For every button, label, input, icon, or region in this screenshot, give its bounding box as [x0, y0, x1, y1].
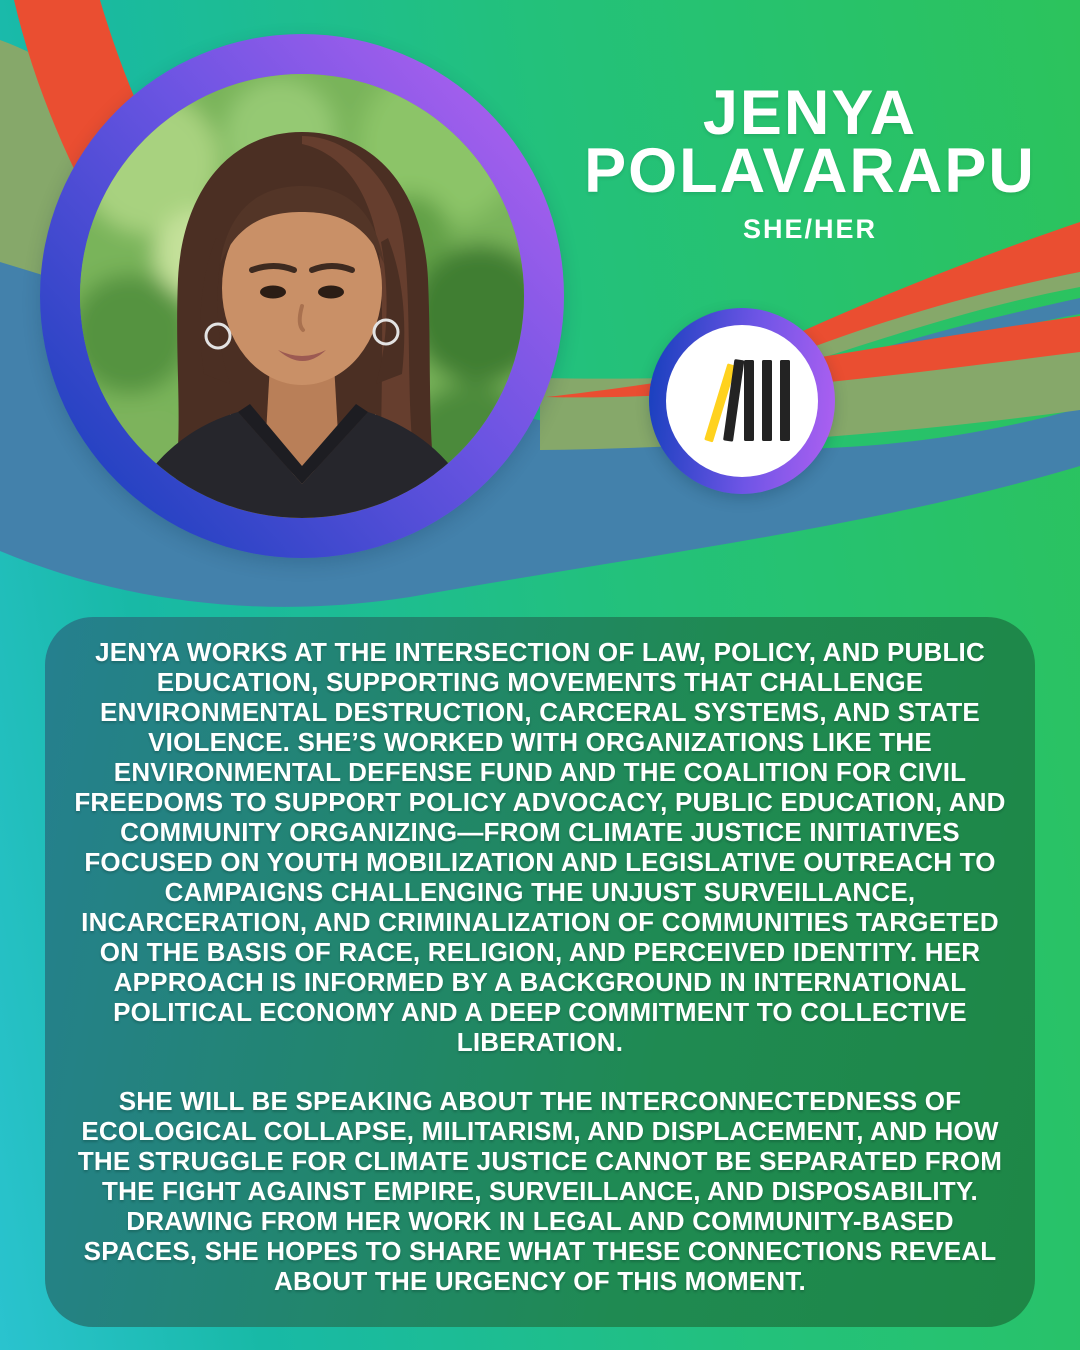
logo-bar-1: [744, 360, 754, 441]
eye-left: [260, 286, 286, 299]
logo-bar-2: [762, 360, 772, 441]
speaker-last-name: POLAVARAPU: [584, 136, 1036, 206]
pronouns-label: SHE/HER: [742, 214, 878, 244]
bio-text: [45, 617, 1035, 1296]
org-logo-circle: [666, 325, 818, 477]
logo-bar-3: [780, 360, 790, 441]
bio-paragraph-2: SHE WILL BE SPEAKING ABOUT THE INTERCONNECTEDNESS OF ECOLOGICAL COLLAPSE, MILITARISM, AND DISPLACEMENT, AND HOW THE STRUGGLE FOR CLIMATE JUSTICE CANNOT BE SEPARATED FROM THE FIGHT AGAINST EMPIRE, SURVEILLANCE, AND DISPOSABILITY. DRAWING FROM HER WORK IN LEGAL AND COMMUNITY-BASED SPACES, SHE HOPES TO SHARE WHAT THESE CONNECTIONS REVEAL ABOUT THE URGENCY OF THIS MOMENT.: [77, 1086, 1003, 1296]
speaker-first-name: JENYA: [702, 78, 918, 148]
tilted-bars-logo-icon: [690, 355, 794, 447]
profile-photo-ring: [40, 34, 564, 558]
profile-photo: [80, 74, 524, 518]
eye-right: [318, 286, 344, 299]
bio-paragraph-1: JENYA WORKS AT THE INTERSECTION OF LAW, POLICY, AND PUBLIC EDUCATION, SUPPORTING MOVEMENTS THAT CHALLENGE ENVIRONMENTAL DESTRUCTION, CARCERAL SYSTEMS, AND STATE VIOLENCE. SHE’S WORKED WITH ORGANIZATIONS LIKE THE ENVIRONMENTAL DEFENSE FUND AND THE COALITION FOR CIVIL FREEDOMS TO SUPPORT POLICY ADVOCACY, PUBLIC EDUCATION, AND COMMUNITY ORGANIZING—FROM CLIMATE JUSTICE INITIATIVES FOCUSED ON YOUTH MOBILIZATION AND LEGISLATIVE OUTREACH TO CAMPAIGNS CHALLENGING THE UNJUST SURVEILLANCE, INCARCERATION, AND CRIMINALIZATION OF COMMUNITIES TARGETED ON THE BASIS OF RACE, RELIGION, AND PERCEIVED IDENTITY. HER APPROACH IS INFORMED BY A BACKGROUND IN INTERNATIONAL POLITICAL ECONOMY AND A DEEP COMMITMENT TO COLLECTIVE LIBERATION.: [74, 637, 1006, 1057]
speaker-name-block: [540, 78, 1080, 245]
portrait-illustration: [80, 74, 524, 518]
bio-card: [45, 617, 1035, 1327]
org-logo-badge: [649, 308, 835, 494]
